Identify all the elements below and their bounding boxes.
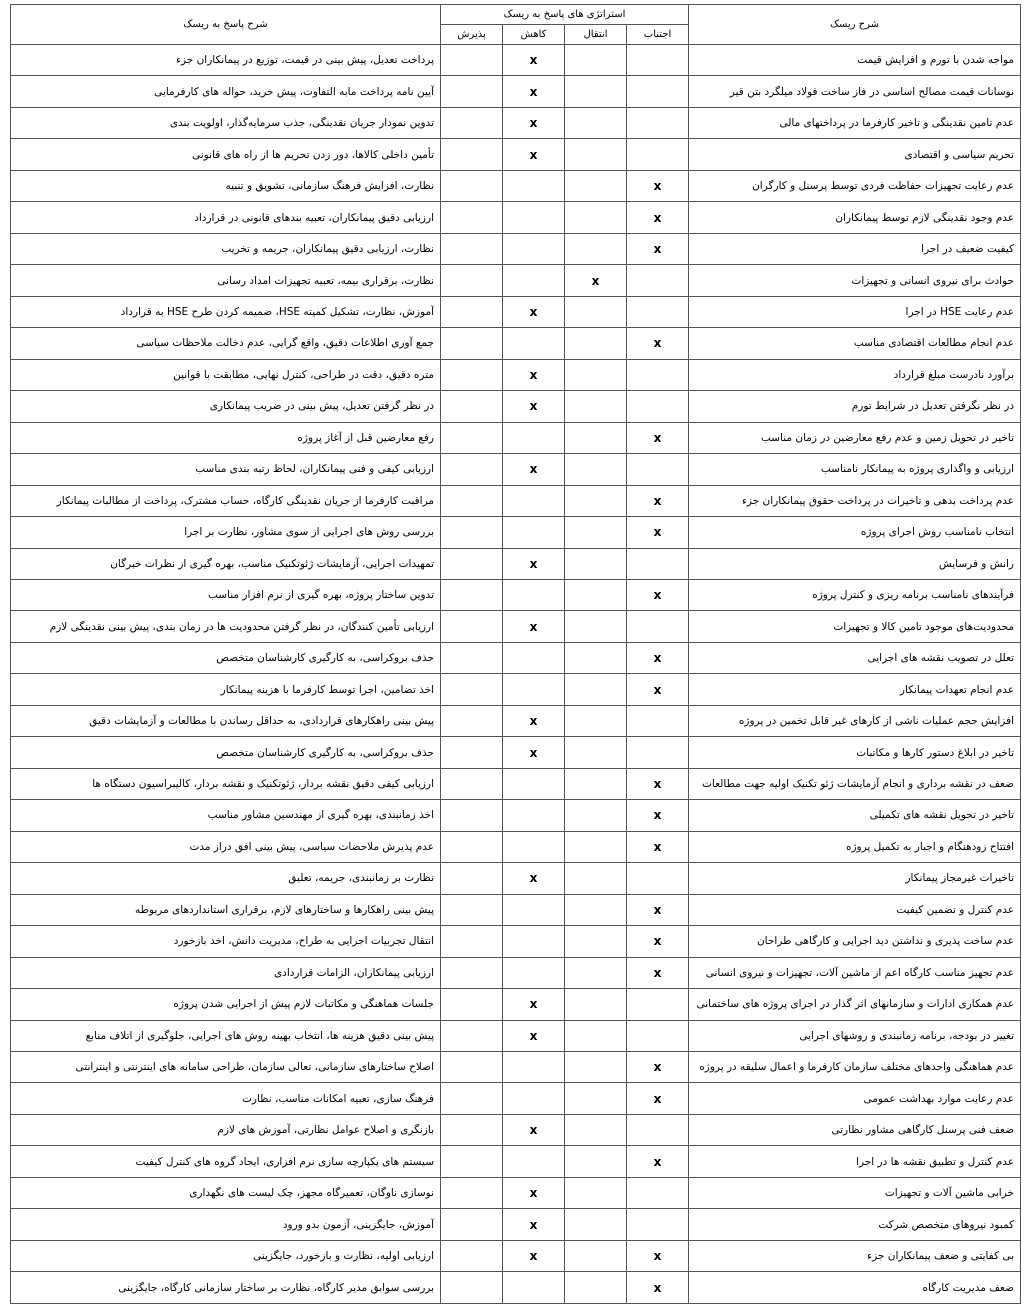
risk-description-cell: تعلل در تصویب نقشه های اجرایی xyxy=(689,642,1021,673)
table-row xyxy=(11,107,1021,138)
accept-cell xyxy=(441,548,503,579)
avoid-cell xyxy=(627,45,689,76)
accept-cell xyxy=(441,800,503,831)
transfer-cell xyxy=(565,831,627,862)
table-row xyxy=(11,76,1021,107)
accept-cell xyxy=(441,1020,503,1051)
accept-cell xyxy=(441,517,503,548)
response-description-cell: ارزیابی کیفی و فنی پیمانکاران، لحاظ رتبه بندی مناسب xyxy=(11,454,441,485)
accept-cell xyxy=(441,1146,503,1177)
response-description-cell: ارزیابی کیفی دقیق نقشه بردار، ژئوتکنیک و نقشه بردار، کالیبراسیون دستگاه ها xyxy=(11,768,441,799)
transfer-cell xyxy=(565,705,627,736)
response-description-cell: عدم پذیرش ملاحضات سیاسی، پیش بینی افق دراز مدت xyxy=(11,831,441,862)
avoid-header: اجتناب xyxy=(627,25,689,45)
table-row xyxy=(11,957,1021,988)
table-row xyxy=(11,1177,1021,1208)
accept-cell xyxy=(441,579,503,610)
risk-description-cell: عدم کنترل و تضمین کیفیت xyxy=(689,894,1021,925)
transfer-cell xyxy=(565,894,627,925)
transfer-cell xyxy=(565,328,627,359)
reduce-cell xyxy=(503,894,565,925)
risk-description-cell: انتخاب نامناسب روش اجرای پروژه xyxy=(689,517,1021,548)
transfer-cell xyxy=(565,1146,627,1177)
reduce-cell: x xyxy=(503,1209,565,1240)
accept-cell xyxy=(441,202,503,233)
response-description-cell: نظارت بر زمانبندی، جریمه، تعلیق xyxy=(11,863,441,894)
accept-cell xyxy=(441,705,503,736)
avoid-cell xyxy=(627,107,689,138)
response-description-cell: آیین نامه پرداخت مابه التفاوت، پیش خرید، حواله های کارفرمایی xyxy=(11,76,441,107)
risk-description-cell: عدم وجود نقدینگی لازم توسط پیمانکاران xyxy=(689,202,1021,233)
accept-cell xyxy=(441,737,503,768)
response-description-cell: مراقبت کارفرما از جریان نقدینگی کارگاه، حساب مشترک، پرداخت از مطالبات پیمانکار xyxy=(11,485,441,516)
avoid-cell xyxy=(627,359,689,390)
accept-cell xyxy=(441,1052,503,1083)
response-description-cell: آموزش، نظارت، تشکیل کمیته HSE، ضمیمه کردن طرح HSE به قرارداد xyxy=(11,296,441,327)
reduce-cell: x xyxy=(503,611,565,642)
avoid-cell: x xyxy=(627,1052,689,1083)
accept-cell xyxy=(441,1114,503,1145)
reduce-cell xyxy=(503,831,565,862)
table-row xyxy=(11,1272,1021,1304)
response-description-cell: نظارت، برقراری بیمه، تعبیه تجهیزات امداد رسانی xyxy=(11,265,441,296)
accept-cell xyxy=(441,831,503,862)
table-row xyxy=(11,422,1021,453)
risk-description-cell: حوادث برای نیروی انسانی و تجهیزات xyxy=(689,265,1021,296)
avoid-cell: x xyxy=(627,422,689,453)
table-row xyxy=(11,831,1021,862)
transfer-cell xyxy=(565,485,627,516)
risk-description-cell: عدم تجهیز مناسب کارگاه اعم از ماشین آلات، تجهیزات و نیروی انسانی xyxy=(689,957,1021,988)
table-row xyxy=(11,454,1021,485)
avoid-cell: x xyxy=(627,1272,689,1304)
risk-description-cell: در نظر نگرفتن تعدیل در شرایط تورم xyxy=(689,391,1021,422)
table-row xyxy=(11,1020,1021,1051)
avoid-cell xyxy=(627,737,689,768)
transfer-cell xyxy=(565,1052,627,1083)
accept-cell xyxy=(441,957,503,988)
reduce-cell: x xyxy=(503,454,565,485)
reduce-cell xyxy=(503,1146,565,1177)
avoid-cell xyxy=(627,1114,689,1145)
response-description-cell: پیش بینی راهکارهای قراردادی، به حداقل رساندن با مطالعات و آزمایشات دقیق xyxy=(11,705,441,736)
table-row xyxy=(11,328,1021,359)
accept-cell xyxy=(441,926,503,957)
avoid-cell xyxy=(627,391,689,422)
table-row xyxy=(11,139,1021,170)
avoid-cell: x xyxy=(627,517,689,548)
risk-description-cell: کمبود نیروهای متخصص شرکت xyxy=(689,1209,1021,1240)
reduce-cell: x xyxy=(503,1114,565,1145)
reduce-cell: x xyxy=(503,1177,565,1208)
transfer-cell xyxy=(565,422,627,453)
risk-description-cell: تاخیر در تحویل زمین و عدم رفع معارضین در زمان مناسب xyxy=(689,422,1021,453)
accept-header: پذیرش xyxy=(441,25,503,45)
avoid-cell: x xyxy=(627,233,689,264)
risk-description-cell: افتتاح زودهنگام و اجبار به تکمیل پروژه xyxy=(689,831,1021,862)
accept-cell xyxy=(441,139,503,170)
response-description-cell: پیش بینی دقیق هزینه ها، انتخاب بهینه روش های اجرایی، جلوگیری از اتلاف منابع xyxy=(11,1020,441,1051)
table-row xyxy=(11,359,1021,390)
transfer-cell xyxy=(565,800,627,831)
reduce-cell: x xyxy=(503,107,565,138)
risk-description-cell: عدم تامین نقدینگی و تاخیر کارفرما در پرداختهای مالی xyxy=(689,107,1021,138)
transfer-cell xyxy=(565,517,627,548)
transfer-cell xyxy=(565,1020,627,1051)
response-description-cell: حذف بروکراسی، به کارگیری کارشناسان متخصص xyxy=(11,737,441,768)
avoid-cell: x xyxy=(627,170,689,201)
table-row xyxy=(11,296,1021,327)
avoid-cell xyxy=(627,1020,689,1051)
reduce-cell: x xyxy=(503,989,565,1020)
avoid-cell: x xyxy=(627,831,689,862)
accept-cell xyxy=(441,1209,503,1240)
risk-description-cell: خرابی ماشین آلات و تجهیزات xyxy=(689,1177,1021,1208)
reduce-cell xyxy=(503,517,565,548)
transfer-cell xyxy=(565,1114,627,1145)
response-description-cell: جلسات هماهنگی و مکاتبات لازم پیش از اجرایی شدن پروژه xyxy=(11,989,441,1020)
table-row xyxy=(11,1209,1021,1240)
avoid-cell: x xyxy=(627,328,689,359)
transfer-cell xyxy=(565,107,627,138)
accept-cell xyxy=(441,296,503,327)
accept-cell xyxy=(441,989,503,1020)
reduce-cell: x xyxy=(503,359,565,390)
transfer-cell xyxy=(565,454,627,485)
transfer-cell xyxy=(565,139,627,170)
accept-cell xyxy=(441,1272,503,1304)
risk-description-cell: برآورد نادرست مبلغ قرارداد xyxy=(689,359,1021,390)
transfer-cell xyxy=(565,548,627,579)
response-description-cell: حذف بروکراسی، به کارگیری کارشناسان متخصص xyxy=(11,642,441,673)
accept-cell xyxy=(441,45,503,76)
accept-cell xyxy=(441,328,503,359)
table-row xyxy=(11,485,1021,516)
avoid-cell: x xyxy=(627,1083,689,1114)
table-row xyxy=(11,1146,1021,1177)
accept-cell xyxy=(441,611,503,642)
risk-description-cell: عدم انجام مطالعات اقتصادی مناسب xyxy=(689,328,1021,359)
reduce-cell xyxy=(503,170,565,201)
table-row xyxy=(11,926,1021,957)
risk-description-cell: مواجه شدن با تورم و افزایش قیمت xyxy=(689,45,1021,76)
reduce-cell xyxy=(503,957,565,988)
risk-description-cell: عدم رعایت HSE در اجرا xyxy=(689,296,1021,327)
transfer-cell xyxy=(565,737,627,768)
response-description-cell: در نظر گرفتن تعدیل، پیش بینی در ضریب پیمانکاری xyxy=(11,391,441,422)
avoid-cell: x xyxy=(627,800,689,831)
risk-description-cell: ارزیابی و واگذاری پروژه به پیمانکار نامناسب xyxy=(689,454,1021,485)
avoid-cell: x xyxy=(627,202,689,233)
transfer-cell xyxy=(565,611,627,642)
transfer-cell xyxy=(565,1272,627,1304)
accept-cell xyxy=(441,1083,503,1114)
accept-cell xyxy=(441,422,503,453)
response-description-cell: اصلاح ساختارهای سازمانی، تعالی سازمان، طراحی سامانه های اینترنتی و اینترانتی xyxy=(11,1052,441,1083)
reduce-cell xyxy=(503,422,565,453)
response-description-cell: اخذ زمانبندی، بهره گیری از مهندسین مشاور مناسب xyxy=(11,800,441,831)
accept-cell xyxy=(441,233,503,264)
accept-cell xyxy=(441,359,503,390)
table-row xyxy=(11,800,1021,831)
table-row xyxy=(11,863,1021,894)
avoid-cell xyxy=(627,863,689,894)
avoid-cell: x xyxy=(627,579,689,610)
table-row xyxy=(11,611,1021,642)
risk-description-cell: عدم رعایت موارد بهداشت عمومی xyxy=(689,1083,1021,1114)
response-description-cell: نوسازی ناوگان، تعمیرگاه مجهز، چک لیست های نگهداری xyxy=(11,1177,441,1208)
avoid-cell: x xyxy=(627,1240,689,1271)
table-row xyxy=(11,894,1021,925)
risk-description-cell: ضعف فنی پرسنل کارگاهی مشاور نظارتی xyxy=(689,1114,1021,1145)
response-description-cell: ارزیابی تأمین کنندگان، در نظر گرفتن محدودیت ها در زمان بندی، پیش بینی نقدینگی لازم xyxy=(11,611,441,642)
accept-cell xyxy=(441,674,503,705)
avoid-cell xyxy=(627,76,689,107)
response-description-cell: تدوین ساختار پروژه، بهره گیری از نرم افزار مناسب xyxy=(11,579,441,610)
reduce-cell xyxy=(503,328,565,359)
avoid-cell xyxy=(627,611,689,642)
table-row xyxy=(11,1240,1021,1271)
risk-description-cell: بی کفایتی و ضعف پیمانکاران جزء xyxy=(689,1240,1021,1271)
table-row xyxy=(11,45,1021,76)
avoid-cell xyxy=(627,705,689,736)
table-row xyxy=(11,737,1021,768)
response-description-cell: پرداخت تعدیل، پیش بینی در قیمت، توزیع در پیمانکاران جزء xyxy=(11,45,441,76)
response-description-cell: بازنگری و اصلاح عوامل نظارتی، آموزش های لازم xyxy=(11,1114,441,1145)
risk-description-cell: عدم انجام تعهدات پیمانکار xyxy=(689,674,1021,705)
risk-description-cell: عدم هماهنگی واحدهای مختلف سازمان کارفرما و اعمال سلیقه در پروژه xyxy=(689,1052,1021,1083)
response-description-cell: رفع معارضین قبل از آغاز پروژه xyxy=(11,422,441,453)
table-row xyxy=(11,768,1021,799)
reduce-cell xyxy=(503,202,565,233)
accept-cell xyxy=(441,485,503,516)
transfer-cell xyxy=(565,1209,627,1240)
transfer-header: انتقال xyxy=(565,25,627,45)
avoid-cell xyxy=(627,265,689,296)
risk-description-cell: تاخیر در ابلاغ دستور کارها و مکاتبات xyxy=(689,737,1021,768)
transfer-cell xyxy=(565,1240,627,1271)
strategies-header: استراتژی های پاسخ به ریسک xyxy=(441,5,689,25)
accept-cell xyxy=(441,1177,503,1208)
response-description-cell: نظارت، ارزیابی دقیق پیمانکاران، جریمه و تخریب xyxy=(11,233,441,264)
transfer-cell xyxy=(565,579,627,610)
transfer-cell xyxy=(565,45,627,76)
response-description-cell: متره دقیق، دقت در طراحی، کنترل نهایی، مطابقت با قوانین xyxy=(11,359,441,390)
response-description-cell: ارزیابی اولیه، نظارت و بازخورد، جایگزینی xyxy=(11,1240,441,1271)
table-row xyxy=(11,548,1021,579)
accept-cell xyxy=(441,454,503,485)
accept-cell xyxy=(441,642,503,673)
response-description-cell: انتقال تجربیات اجرایی به طراح، مدیریت دانش، اخذ بازخورد xyxy=(11,926,441,957)
response-description-cell: جمع آوری اطلاعات دقیق، واقع گرایی، عدم دخالت ملاحظات سیاسی xyxy=(11,328,441,359)
risk-description-cell: محدودیت‌های موجود تامین کالا و تجهیزات xyxy=(689,611,1021,642)
response-description-cell: تدوین نمودار جریان نقدینگی، جذب سرمایه‌گذار، اولویت بندی xyxy=(11,107,441,138)
response-description-cell: بررسی سوابق مدیر کارگاه، نظارت بر ساختار سازمانی کارگاه، جایگزینی xyxy=(11,1272,441,1304)
avoid-cell xyxy=(627,1177,689,1208)
avoid-cell: x xyxy=(627,957,689,988)
response-description-cell: آموزش، جایگزینی، آزمون بدو ورود xyxy=(11,1209,441,1240)
reduce-cell: x xyxy=(503,391,565,422)
reduce-cell: x xyxy=(503,1020,565,1051)
reduce-cell: x xyxy=(503,1240,565,1271)
response-description-cell: اخذ تضامین، اجرا توسط کارفرما با هزینه پیمانکار xyxy=(11,674,441,705)
table-row xyxy=(11,265,1021,296)
avoid-cell xyxy=(627,139,689,170)
transfer-cell xyxy=(565,1083,627,1114)
table-row xyxy=(11,517,1021,548)
reduce-cell: x xyxy=(503,863,565,894)
table-row xyxy=(11,233,1021,264)
avoid-cell: x xyxy=(627,894,689,925)
reduce-cell xyxy=(503,1052,565,1083)
avoid-cell: x xyxy=(627,926,689,957)
accept-cell xyxy=(441,391,503,422)
reduce-cell: x xyxy=(503,139,565,170)
reduce-cell: x xyxy=(503,705,565,736)
response-description-cell: نظارت، افزایش فرهنگ سازمانی، تشویق و تنبیه xyxy=(11,170,441,201)
risk-rows xyxy=(11,45,1021,1304)
response-description-cell: ارزیابی پیمانکاران، الزامات قراردادی xyxy=(11,957,441,988)
transfer-cell xyxy=(565,233,627,264)
transfer-cell xyxy=(565,170,627,201)
reduce-cell xyxy=(503,768,565,799)
response-description-cell: سیستم های یکپارچه سازی نرم افزاری، ایجاد گروه های کنترل کیفیت xyxy=(11,1146,441,1177)
risk-description-cell: تاخیرات غیرمجاز پیمانکار xyxy=(689,863,1021,894)
response-description-cell: بررسی روش های اجرایی از سوی مشاور، نظارت بر اجرا xyxy=(11,517,441,548)
avoid-cell xyxy=(627,296,689,327)
avoid-cell: x xyxy=(627,674,689,705)
response-description-cell: تمهیدات اجرایی، آزمایشات ژئوتکنیک مناسب، بهره گیری از نظرات خبرگان xyxy=(11,548,441,579)
table-row xyxy=(11,170,1021,201)
risk-description-cell: عدم رعایت تجهیزات حفاظت فردی توسط پرسنل و کارگران xyxy=(689,170,1021,201)
risk-description-cell: افزایش حجم عملیات ناشی از کارهای غیر قابل تخمین در پروژه xyxy=(689,705,1021,736)
response-description-header: شرح پاسخ به ریسک xyxy=(11,5,441,45)
response-description-cell: تأمین داخلی کالاها، دور زدن تحریم ها از راه های قانونی xyxy=(11,139,441,170)
transfer-cell xyxy=(565,1177,627,1208)
response-description-cell: پیش بینی راهکارها و ساختارهای لازم، برقراری استانداردهای مربوطه xyxy=(11,894,441,925)
reduce-cell: x xyxy=(503,76,565,107)
transfer-cell xyxy=(565,642,627,673)
table-row xyxy=(11,705,1021,736)
risk-description-header: شرح ریسک xyxy=(689,5,1021,45)
accept-cell xyxy=(441,894,503,925)
avoid-cell: x xyxy=(627,768,689,799)
risk-description-cell: نوسانات قیمت مصالح اساسی در فاز ساخت فولاد میلگرد بتن قیر xyxy=(689,76,1021,107)
accept-cell xyxy=(441,107,503,138)
risk-description-cell: رانش و فرسایش xyxy=(689,548,1021,579)
accept-cell xyxy=(441,863,503,894)
table-row xyxy=(11,202,1021,233)
risk-description-cell: ضعف مدیریت کارگاه xyxy=(689,1272,1021,1304)
response-description-cell: فرهنگ سازی، تعبیه امکانات مناسب، نظارت xyxy=(11,1083,441,1114)
transfer-cell: x xyxy=(565,265,627,296)
avoid-cell: x xyxy=(627,1146,689,1177)
accept-cell xyxy=(441,170,503,201)
avoid-cell: x xyxy=(627,642,689,673)
reduce-cell xyxy=(503,1272,565,1304)
avoid-cell xyxy=(627,1209,689,1240)
risk-description-cell: عدم کنترل و تطبیق نقشه ها در اجرا xyxy=(689,1146,1021,1177)
risk-description-cell: عدم ساخت پذیری و نداشتن دید اجرایی و کارگاهی طراحان xyxy=(689,926,1021,957)
risk-description-cell: کیفیت ضعیف در اجرا xyxy=(689,233,1021,264)
risk-description-cell: تاخیر در تحویل نقشه های تکمیلی xyxy=(689,800,1021,831)
avoid-cell: x xyxy=(627,485,689,516)
table-row xyxy=(11,1083,1021,1114)
table-row xyxy=(11,642,1021,673)
table-row xyxy=(11,391,1021,422)
reduce-cell xyxy=(503,579,565,610)
table-row xyxy=(11,1052,1021,1083)
table-row xyxy=(11,674,1021,705)
risk-description-cell: تحریم سیاسی و اقتصادی xyxy=(689,139,1021,170)
accept-cell xyxy=(441,1240,503,1271)
table-row xyxy=(11,1114,1021,1145)
avoid-cell xyxy=(627,454,689,485)
table-row xyxy=(11,989,1021,1020)
risk-description-cell: ضعف در نقشه برداری و انجام آزمایشات ژئو تکنیک اولیه جهت مطالعات xyxy=(689,768,1021,799)
reduce-cell xyxy=(503,674,565,705)
avoid-cell xyxy=(627,989,689,1020)
accept-cell xyxy=(441,768,503,799)
transfer-cell xyxy=(565,76,627,107)
reduce-header: کاهش xyxy=(503,25,565,45)
reduce-cell: x xyxy=(503,737,565,768)
transfer-cell xyxy=(565,296,627,327)
response-description-cell: ارزیابی دقیق پیمانکاران، تعبیه بندهای قانونی در قرارداد xyxy=(11,202,441,233)
accept-cell xyxy=(441,76,503,107)
risk-description-cell: عدم پرداخت بدهی و تاخیرات در پرداخت حقوق پیمانکاران جزء xyxy=(689,485,1021,516)
risk-description-cell: فرآیندهای نامناسب برنامه ریزی و کنترل پروژه xyxy=(689,579,1021,610)
transfer-cell xyxy=(565,957,627,988)
transfer-cell xyxy=(565,989,627,1020)
transfer-cell xyxy=(565,863,627,894)
reduce-cell xyxy=(503,1083,565,1114)
reduce-cell xyxy=(503,800,565,831)
risk-description-cell: تغییر در بودجه، برنامه زمانبندی و روشهای اجرایی xyxy=(689,1020,1021,1051)
accept-cell xyxy=(441,265,503,296)
reduce-cell: x xyxy=(503,296,565,327)
avoid-cell xyxy=(627,548,689,579)
table-row xyxy=(11,579,1021,610)
transfer-cell xyxy=(565,768,627,799)
reduce-cell xyxy=(503,642,565,673)
reduce-cell xyxy=(503,485,565,516)
transfer-cell xyxy=(565,359,627,390)
reduce-cell: x xyxy=(503,45,565,76)
risk-response-table xyxy=(10,4,1021,1304)
transfer-cell xyxy=(565,391,627,422)
risk-description-cell: عدم همکاری ادارات و سازمانهای اثر گذار در اجرای پروژه های ساختمانی xyxy=(689,989,1021,1020)
reduce-cell xyxy=(503,926,565,957)
reduce-cell xyxy=(503,233,565,264)
transfer-cell xyxy=(565,674,627,705)
reduce-cell: x xyxy=(503,548,565,579)
transfer-cell xyxy=(565,202,627,233)
transfer-cell xyxy=(565,926,627,957)
reduce-cell xyxy=(503,265,565,296)
